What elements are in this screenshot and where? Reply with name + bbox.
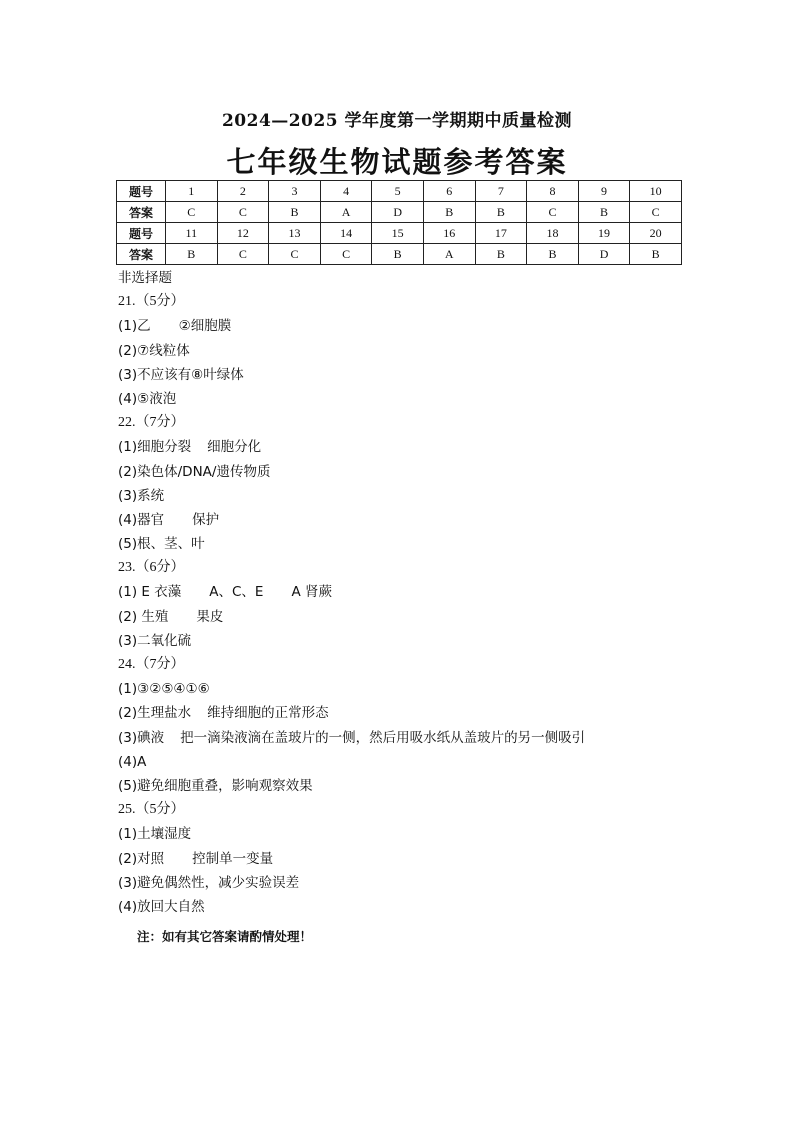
answer-line <box>118 871 718 895</box>
answer-cell: B <box>166 244 218 265</box>
question-number-cell: 13 <box>269 223 321 244</box>
answer-line <box>118 774 718 798</box>
answer-cell: C <box>630 202 682 223</box>
answer-cell: B <box>475 244 527 265</box>
answer-text: (5)根、茎、叶 <box>118 536 205 553</box>
answer-cell: D <box>578 244 630 265</box>
answer-cell: A <box>423 244 475 265</box>
answer-text: 控制单一变量 <box>192 850 274 867</box>
answer-text: (4)A <box>118 753 147 770</box>
answer-text: (3)系统 <box>118 487 165 504</box>
answer-text: 细胞分化 <box>207 439 262 456</box>
answer-text: (2)生理盐水 <box>118 705 192 722</box>
answer-line <box>118 726 718 750</box>
answer-cell: B <box>578 202 630 223</box>
answer-line <box>118 847 718 871</box>
answer-text: (3)碘液 <box>118 729 165 746</box>
question-number-cell: 12 <box>217 223 269 244</box>
question-number-cell: 4 <box>320 181 372 202</box>
answer-line <box>118 605 718 629</box>
answer-cell: C <box>527 202 579 223</box>
answer-text: 保护 <box>192 511 220 528</box>
answer-text: (1)③②⑤④①⑥ <box>118 681 210 698</box>
question-number-cell: 10 <box>630 181 682 202</box>
answer-text: 把一滴染液滴在盖玻片的一侧，然后用吸水纸从盖玻片的另一侧吸引 <box>180 729 586 746</box>
exam-header: 2024—2025 学年度第一学期期中质量检测 <box>221 111 573 131</box>
row-label: 答案 <box>117 202 166 223</box>
answer-line <box>118 387 718 411</box>
answer-line <box>118 822 718 846</box>
answer-table-row-number <box>117 223 682 244</box>
answer-text: (4)⑤液泡 <box>118 390 177 407</box>
answer-text: (5)避免细胞重叠，影响观察效果 <box>118 777 313 794</box>
question-title: 24.（7分） <box>118 657 185 672</box>
question-number-cell: 17 <box>475 223 527 244</box>
answer-text: (2)染色体/DNA/遗传物质 <box>118 463 271 480</box>
answer-line <box>118 580 718 604</box>
row-label: 题号 <box>117 223 166 244</box>
answer-text: (4)器官 <box>118 511 165 528</box>
question-title: 23.（6分） <box>118 560 185 576</box>
answer-table-row-answer <box>117 244 682 265</box>
question-number-cell: 6 <box>423 181 475 202</box>
question-number-cell: 20 <box>630 223 682 244</box>
answer-text: (4)放回大自然 <box>118 898 205 915</box>
answer-line <box>118 435 718 459</box>
answer-cell: B <box>475 202 527 223</box>
answer-text: ②细胞膜 <box>178 318 232 335</box>
answer-text: A 肾蕨 <box>291 584 332 601</box>
answer-text: (2)对照 <box>118 850 165 867</box>
answer-text: 果皮 <box>196 608 224 625</box>
question-number-cell: 16 <box>423 223 475 244</box>
answer-cell: C <box>320 244 372 265</box>
answer-line <box>118 363 718 387</box>
footnote: 注：如有其它答案请酌情处理！ <box>137 929 313 944</box>
answer-cell: B <box>423 202 475 223</box>
answer-line <box>118 750 718 774</box>
question-number-cell: 8 <box>527 181 579 202</box>
answer-text: 维持细胞的正常形态 <box>207 705 329 722</box>
question-number-cell: 19 <box>578 223 630 244</box>
answer-line <box>118 508 718 532</box>
answer-text: (1) E 衣藻 <box>118 584 182 601</box>
answer-line <box>118 314 718 338</box>
answer-cell: B <box>269 202 321 223</box>
answer-table-row-number <box>117 181 682 202</box>
question-number-cell: 14 <box>320 223 372 244</box>
answer-cell: D <box>372 202 424 223</box>
answer-text: (3)不应该有⑧叶绿体 <box>118 366 244 383</box>
answer-line <box>118 895 718 919</box>
answer-line <box>118 677 718 701</box>
answer-cell: B <box>630 244 682 265</box>
question-number-cell: 9 <box>578 181 630 202</box>
answer-line <box>118 629 718 653</box>
question-number-cell: 2 <box>217 181 269 202</box>
question-number-cell: 7 <box>475 181 527 202</box>
answer-text: (2) 生殖 <box>118 608 169 625</box>
answer-text: A、C、E <box>209 584 264 601</box>
question-number-cell: 15 <box>372 223 424 244</box>
answer-line <box>118 532 718 556</box>
answer-text: (3)避免偶然性，减少实验误差 <box>118 874 300 891</box>
answer-text: (1)土壤湿度 <box>118 826 192 843</box>
question-number-cell: 11 <box>166 223 218 244</box>
answer-text: (2)⑦线粒体 <box>118 342 190 359</box>
answer-line <box>118 339 718 363</box>
answer-cell: B <box>527 244 579 265</box>
answer-table <box>116 180 682 265</box>
nonchoice-section <box>118 266 718 919</box>
answer-table-row-answer <box>117 202 682 223</box>
answer-cell: B <box>372 244 424 265</box>
answer-line <box>118 460 718 484</box>
answer-text: (1)乙 <box>118 318 151 335</box>
question-title: 21.（5分） <box>118 294 185 310</box>
question-title: 22.（7分） <box>118 415 185 431</box>
answer-cell: A <box>320 202 372 223</box>
question-number-cell: 3 <box>269 181 321 202</box>
row-label: 题号 <box>117 181 166 202</box>
answer-line <box>118 701 718 725</box>
question-title: 25.（5分） <box>118 802 185 818</box>
answer-text: (3)二氧化硫 <box>118 632 192 649</box>
page-title: 七年级生物试题参考答案 <box>226 145 568 179</box>
answer-line <box>118 484 718 508</box>
nonchoice-heading: 非选择题 <box>118 270 172 286</box>
answer-text: (1)细胞分裂 <box>118 439 192 456</box>
question-number-cell: 1 <box>166 181 218 202</box>
row-label: 答案 <box>117 244 166 265</box>
question-number-cell: 5 <box>372 181 424 202</box>
answer-cell: C <box>217 244 269 265</box>
answer-cell: C <box>166 202 218 223</box>
answer-cell: C <box>269 244 321 265</box>
question-number-cell: 18 <box>527 223 579 244</box>
answer-cell: C <box>217 202 269 223</box>
